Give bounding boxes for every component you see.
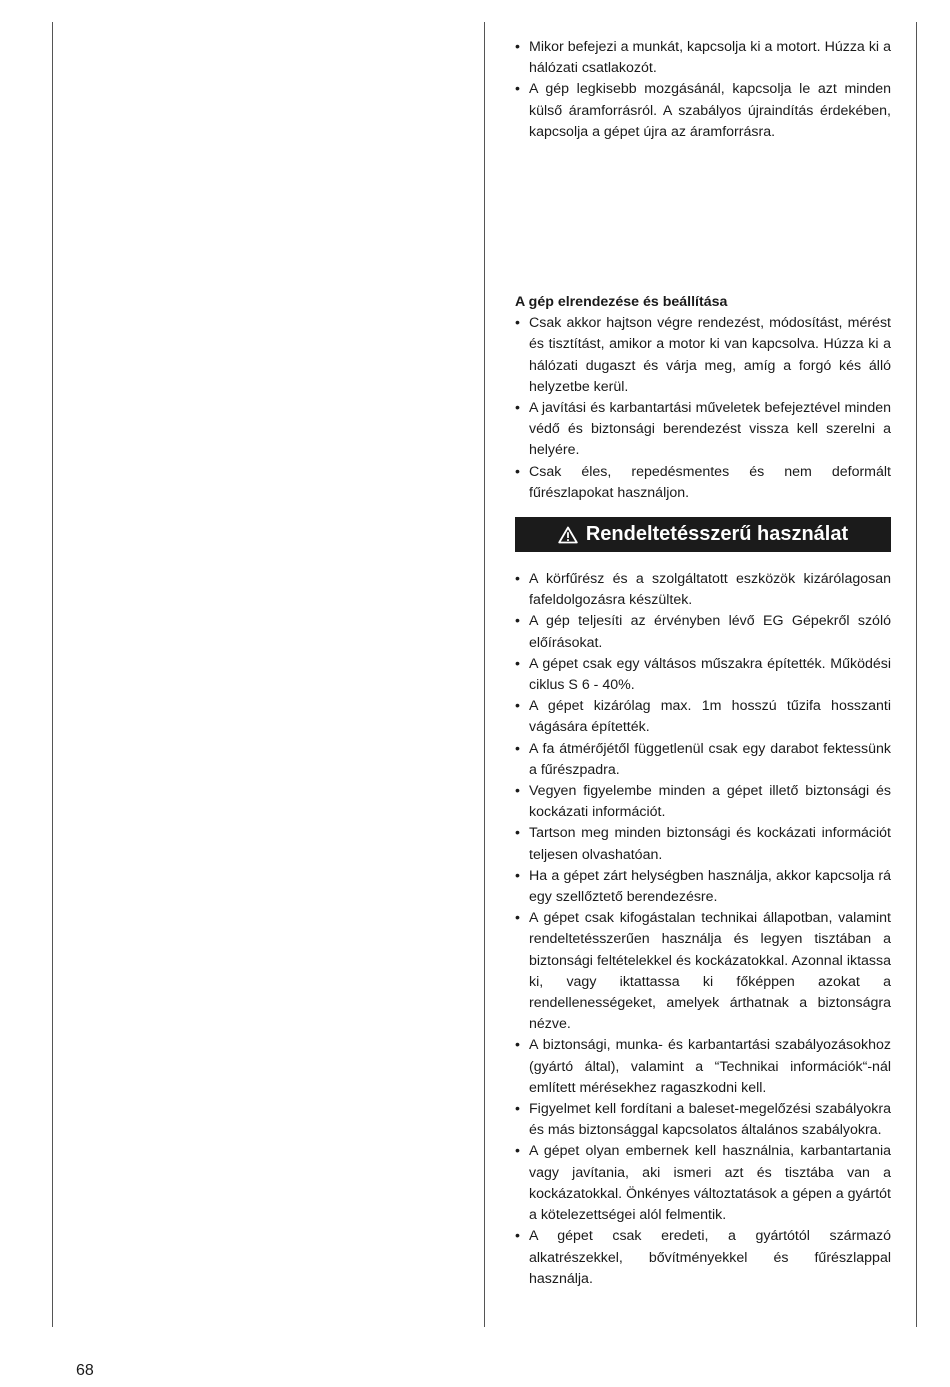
right-margin-rule — [916, 22, 917, 1327]
warning-triangle-icon — [558, 526, 578, 544]
usage-section — [515, 569, 891, 1290]
page-number: 68 — [76, 1362, 94, 1379]
list-item: • A gépet olyan embernek kell használnia, karbantartania vagy javítania, aki ismeri azt és tisztába van a kockázatokkal. Önkényes változtatások a gépen a gyártót a kötelezettségei alól felmentik. — [515, 1141, 891, 1226]
left-margin-rule — [52, 22, 53, 1327]
list-item: • A javítási és karbantartási műveletek befejeztével minden védő és biztonsági berendezést vissza kell szerelni a helyére. — [515, 398, 891, 462]
list-item: • A gép legkisebb mozgásánál, kapcsolja le azt minden külső áramforrásról. A szabályos újraindítás érdekében, kapcsolja a gépet újra az áramforrásra. — [515, 79, 891, 143]
list-item: • A fa átmérőjétől függetlenül csak egy darabot fektessünk a fűrészpadra. — [515, 739, 891, 781]
list-item: • A gépet csak kifogástalan technikai állapotban, valamint rendeltetésszerűen használja és legyen tisztában a biztonsági feltételekkel és kockázatokkal. Azonnal iktassa ki, vagy iktattassa ki főképpen azokat a rendellenességeket, amelyek árthatnak a biztonságra nézve. — [515, 908, 891, 1035]
list-item: • A körfűrész és a szolgáltatott eszközök kizárólagosan fafeldolgozásra készültek. — [515, 569, 891, 611]
list-item: • Csak éles, repedésmentes és nem deformált fűrészlapokat használjon. — [515, 462, 891, 504]
list-item: • Tartson meg minden biztonsági és kockázati információt teljesen olvashatóan. — [515, 823, 891, 865]
list-item: • A gépet csak eredeti, a gyártótól származó alkatrészekkel, bővítményekkel és fűrészlappal használja. — [515, 1226, 891, 1290]
usage-bullet-list — [515, 569, 891, 1290]
list-item: • A gép teljesíti az érvényben lévő EG Gépekről szóló előírásokat. — [515, 611, 891, 653]
list-item: • Ha a gépet zárt helységben használja, akkor kapcsolja rá egy szellőztető berendezésre. — [515, 866, 891, 908]
list-item: • Figyelmet kell fordítani a baleset-megelőzési szabályokra és más biztonsággal kapcsolatos általános szabályokra. — [515, 1099, 891, 1141]
list-item: • Csak akkor hajtson végre rendezést, módosítást, mérést és tisztítást, amikor a motor ki van kapcsolva. Húzza ki a hálózati dugaszt és várja meg, amíg a forgó kés álló helyzetbe kerül. — [515, 313, 891, 398]
top-bullet-section — [515, 37, 891, 143]
list-item: • A gépet csak egy váltásos műszakra építették. Működési ciklus S 6 - 40%. — [515, 654, 891, 696]
list-item: • A biztonsági, munka- és karbantartási szabályozásokhoz (gyártó által), valamint a “Technikai információk“-nál említett mérésekhez ragaszkodni kell. — [515, 1035, 891, 1099]
top-bullet-list — [515, 37, 891, 143]
list-item: • A gépet kizárólag max. 1m hosszú tűzifa hosszanti vágására építették. — [515, 696, 891, 738]
setup-section — [515, 292, 891, 504]
intended-use-banner — [515, 517, 891, 552]
setup-bullet-list — [515, 313, 891, 504]
column-divider-rule — [484, 22, 485, 1327]
list-item: • Vegyen figyelembe minden a gépet illető biztonsági és kockázati információt. — [515, 781, 891, 823]
list-item: • Mikor befejezi a munkát, kapcsolja ki a motort. Húzza ki a hálózati csatlakozót. — [515, 37, 891, 79]
section-heading: A gép elrendezése és beállítása — [515, 294, 728, 310]
banner-title: Rendeltetésszerű használat — [585, 523, 849, 545]
